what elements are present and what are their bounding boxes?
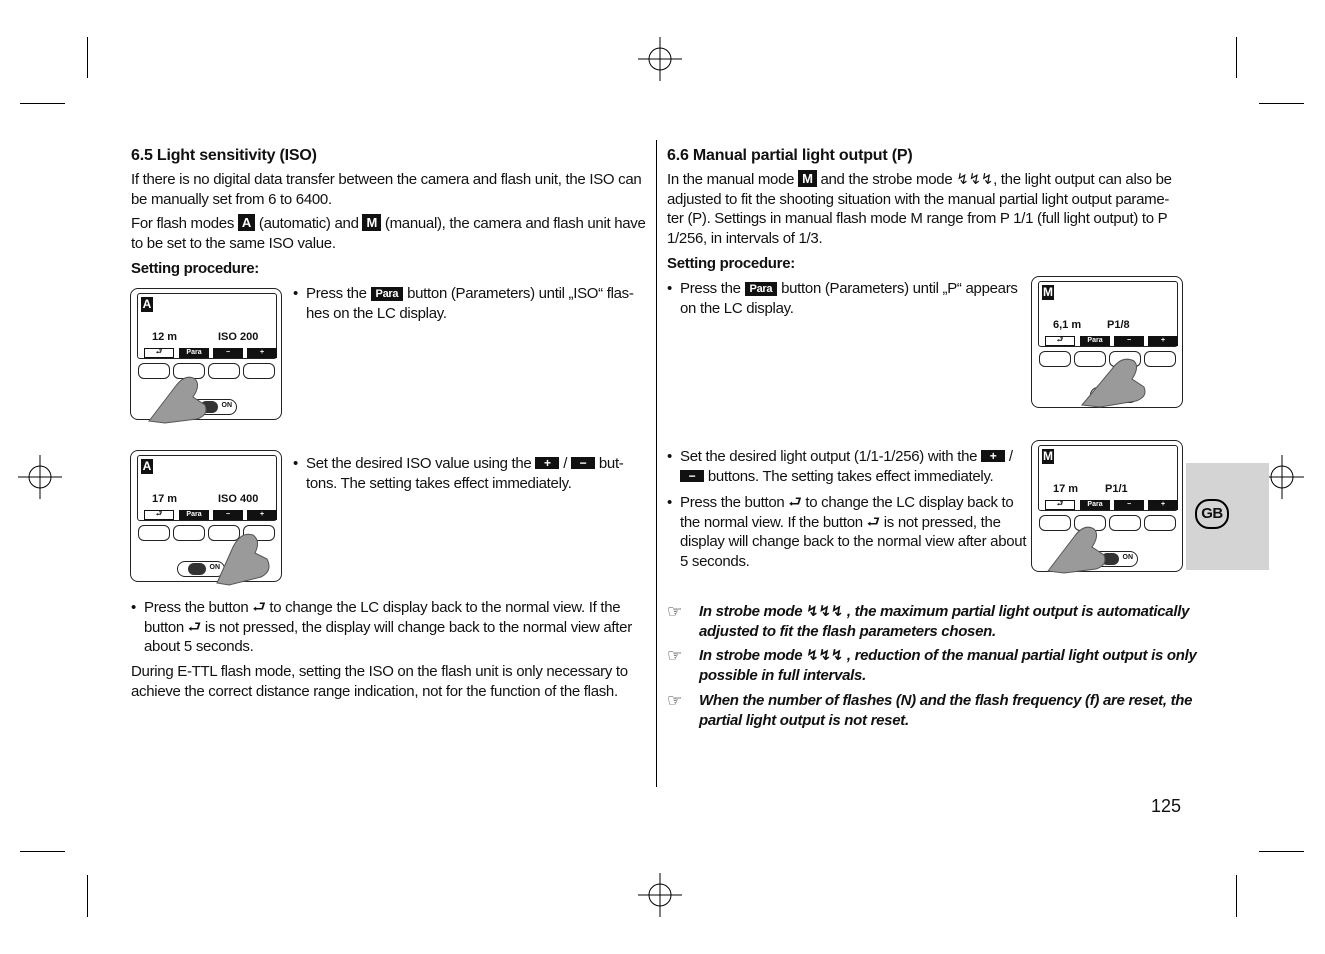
softkey-plus: + — [247, 348, 277, 358]
paragraph: During E-TTL flash mode, setting the ISO on the flash unit is only necessary to achieve the correct distance range indication, not for the function of the flash. — [131, 663, 628, 700]
lc-display — [137, 293, 277, 359]
mode-indicator: M — [1043, 449, 1053, 463]
softkey-para: Para — [179, 348, 209, 358]
softkey-plus: + — [1148, 500, 1178, 510]
mode-indicator: A — [142, 297, 152, 311]
softkey-minus: − — [1114, 500, 1144, 510]
hardware-button — [1039, 351, 1071, 367]
back-icon: ⮐ — [1045, 336, 1075, 346]
mode-a-badge: A — [238, 214, 255, 231]
finger-icon — [1078, 351, 1152, 409]
back-icon: ⮐ — [187, 618, 201, 636]
back-icon: ⮐ — [144, 510, 174, 520]
setting-procedure-label: Setting procedure: — [131, 260, 259, 277]
partial-output-value: P1/1 — [1105, 483, 1128, 495]
hardware-button — [1144, 515, 1176, 531]
mode-indicator: A — [142, 459, 152, 473]
softkey-plus: + — [1148, 336, 1178, 346]
para-button-label: Para — [745, 282, 778, 296]
finger-icon — [145, 369, 215, 425]
list-item: • Press the button ⮐ to change the LC display back to the normal view. If the button ⮐ is not pressed, the display will change back to the normal view after about 5 seconds. — [667, 493, 1035, 571]
softkey-minus: − — [213, 510, 243, 520]
crop-mark — [1236, 875, 1237, 917]
mode-indicator: M — [1043, 285, 1053, 299]
plus-icon: + — [981, 450, 1005, 462]
note-item: ☞ When the number of flashes (N) and the flash frequency (f) are reset, the partial light output is not reset. — [667, 691, 1193, 729]
crop-mark — [20, 851, 65, 852]
minus-icon: − — [571, 457, 595, 469]
paragraph: For flash modes A (automatic) and M (manual), the camera and flash unit have to be set to the same ISO value. — [131, 215, 646, 252]
setting-procedure-label: Setting procedure: — [667, 255, 795, 272]
hardware-button — [173, 525, 205, 541]
crop-mark — [1259, 851, 1304, 852]
finger-icon — [211, 527, 275, 587]
crop-mark — [1259, 103, 1304, 104]
para-button-label: Para — [371, 287, 404, 301]
plus-icon: + — [535, 457, 559, 469]
paragraph: In the manual mode M and the strobe mode ↯↯↯, the light output can also be adjusted to fit the shooting situation with the manual partial light output parame-ter (P). Settings in manual flash mode M range from P 1/1 (full light output) to P 1/256, in intervals of 1/3. — [667, 171, 1172, 247]
list-item: • Set the desired ISO value using the + / − but-tons. The setting takes effect immediately. — [293, 454, 651, 493]
softkey-plus: + — [247, 510, 277, 520]
registration-mark-icon — [638, 873, 682, 917]
minus-icon: − — [680, 470, 704, 482]
power-switch: ON — [1090, 551, 1138, 567]
flash-unit-illustration — [130, 450, 282, 582]
mode-m-badge: M — [362, 214, 381, 231]
finger-icon — [1044, 519, 1114, 575]
paragraph: If there is no digital data transfer between the camera and flash unit, the ISO can be manually set from 6 to 6400. — [131, 171, 642, 208]
hardware-button — [138, 525, 170, 541]
list-item: • Set the desired light output (1/1-1/256) with the + / − buttons. The setting takes effect immediately. — [667, 447, 1035, 486]
softkey-minus: − — [213, 348, 243, 358]
back-icon: ⮐ — [1045, 500, 1075, 510]
registration-mark-icon — [18, 455, 62, 499]
mode-m-badge: M — [798, 170, 817, 187]
crop-mark — [1236, 37, 1237, 78]
power-switch: ON — [189, 399, 237, 415]
list-item: • Press the Para button (Parameters) until „ISO“ flas-hes on the LC display. — [293, 284, 651, 323]
page-number: 125 — [1151, 796, 1182, 816]
back-icon: ⮐ — [788, 494, 802, 511]
power-switch: ON — [177, 561, 225, 577]
iso-value: ISO 200 — [218, 331, 259, 343]
list-item: • Press the Para button (Parameters) until „P“ appears on the LC display. — [667, 279, 1035, 318]
registration-mark-icon — [638, 37, 682, 81]
back-icon: ⮐ — [252, 599, 266, 616]
note-item: ☞ In strobe mode ↯↯↯ , reduction of the manual partial light output is only possible in full intervals. — [667, 646, 1197, 684]
distance-value: 17 m — [152, 493, 178, 505]
pointing-hand-icon: ☞ — [667, 646, 682, 665]
softkey-para: Para — [179, 510, 209, 520]
list-item: • Press the button ⮐ to change the LC display back to the normal view. If the button ⮐ is not pressed, the display will change back to the normal view after about 5 seconds. — [131, 598, 654, 657]
partial-output-value: P1/8 — [1107, 319, 1130, 331]
column-divider — [656, 140, 657, 787]
strobe-icon: ↯↯↯ — [956, 171, 994, 188]
iso-value: ISO 400 — [218, 493, 259, 505]
lc-display — [137, 455, 277, 521]
distance-value: 12 m — [152, 331, 178, 343]
distance-value: 17 m — [1053, 483, 1079, 495]
back-icon: ⮐ — [144, 348, 174, 358]
section-title-iso: 6.5 Light sensitivity (ISO) — [131, 147, 317, 164]
back-icon: ⮐ — [866, 513, 880, 531]
crop-mark — [87, 37, 88, 78]
flash-unit-illustration — [1031, 276, 1183, 408]
pointing-hand-icon: ☞ — [667, 691, 682, 710]
language-badge: GB — [1195, 499, 1229, 529]
distance-value: 6,1 m — [1053, 319, 1082, 331]
lc-display — [1038, 281, 1178, 347]
pointing-hand-icon: ☞ — [667, 602, 682, 621]
crop-mark — [87, 875, 88, 917]
softkey-minus: − — [1114, 336, 1144, 346]
crop-mark — [20, 103, 65, 104]
softkey-para: Para — [1080, 500, 1110, 510]
lc-display — [1038, 445, 1178, 511]
flash-unit-illustration — [1031, 440, 1183, 572]
hardware-button — [243, 363, 275, 379]
flash-unit-illustration — [130, 288, 282, 420]
softkey-para: Para — [1080, 336, 1110, 346]
note-item: ☞ In strobe mode ↯↯↯ , the maximum partial light output is automatically adjusted to fit the flash parameters chosen. — [667, 602, 1190, 640]
section-title-partial-light: 6.6 Manual partial light output (P) — [667, 147, 913, 164]
